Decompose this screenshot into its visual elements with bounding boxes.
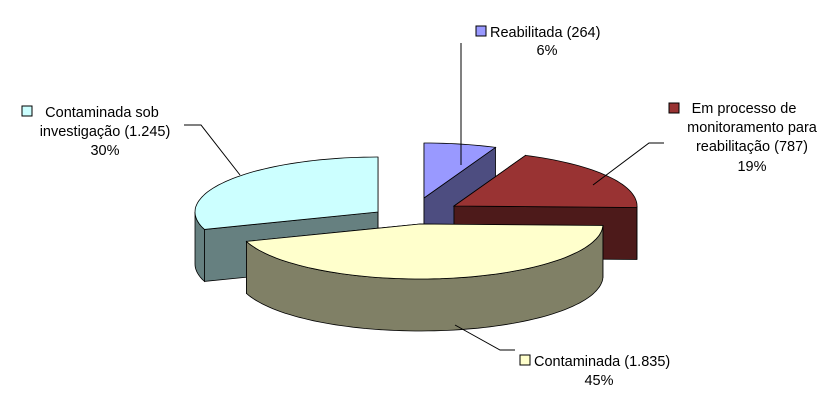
label-contaminada bbox=[520, 354, 670, 389]
label-investigacao-line2: investigação (1.245) bbox=[39, 124, 171, 140]
label-monitoramento-line1: Em processo de bbox=[691, 101, 797, 117]
label-investigacao bbox=[22, 105, 170, 159]
label-monitoramento-percent: 19% bbox=[737, 159, 767, 175]
label-investigacao-line1: Contaminada sob bbox=[45, 105, 159, 121]
label-contaminada-line1: Contaminada (1.835) bbox=[534, 354, 671, 370]
label-monitoramento-line2: monitoramento para bbox=[687, 120, 817, 136]
legend-swatch-monitoramento bbox=[669, 103, 679, 113]
pie-slice-contaminada-2 bbox=[246, 224, 602, 331]
legend-swatch-reabilitada bbox=[476, 26, 486, 36]
label-monitoramento bbox=[669, 101, 818, 175]
leader-line-investigacao bbox=[184, 125, 240, 175]
label-reabilitada-percent: 6% bbox=[536, 43, 558, 59]
legend-swatch-contaminada bbox=[520, 355, 530, 365]
label-reabilitada-line1: Reabilitada (264) bbox=[490, 25, 601, 41]
pie-slices bbox=[195, 143, 637, 331]
label-monitoramento-line3: reabilitação (787) bbox=[695, 139, 809, 155]
legend-swatch-investigacao bbox=[22, 106, 32, 116]
label-reabilitada bbox=[476, 25, 600, 59]
label-contaminada-percent: 45% bbox=[584, 373, 614, 389]
label-investigacao-percent: 30% bbox=[90, 143, 120, 159]
